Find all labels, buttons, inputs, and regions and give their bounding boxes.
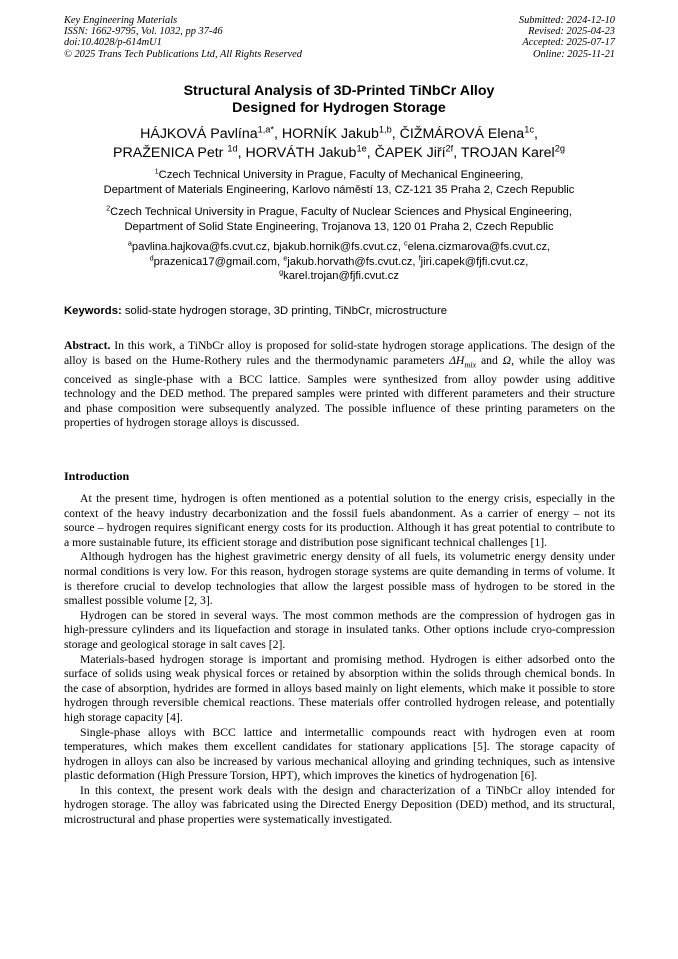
affiliation-text: Czech Technical University in Prague, Faculty of Mechanical Engineering, — [158, 169, 524, 181]
email-link[interactable]: pavlina.hajkova@fs.cvut.cz, — [131, 241, 274, 253]
keywords-label: Keywords: — [64, 305, 122, 317]
author-list — [0, 125, 678, 163]
abstract-text: In this work, a TiNbCr alloy is proposed for solid-state hydrogen storage applications. The design of the alloy is based on the Hume-Rothery rules and the thermodynamic parameters — [64, 339, 615, 367]
keywords-text: solid-state hydrogen storage, 3D printing, TiNbCr, microstructure — [121, 305, 448, 317]
submitted-date: Submitted: 2024-12-10 — [518, 15, 615, 26]
abstract-label: Abstract. — [64, 339, 111, 352]
delta-h-mix-symbol: ΔH — [449, 353, 465, 367]
author-name: HORNÍK Jakub — [281, 126, 379, 142]
author-affiliation-mark: 1d — [227, 143, 238, 154]
paragraph: Although hydrogen has the highest gravimetric energy density of all fuels, its volumetric energy density under normal conditions is very low. For this reason, hydrogen storage systems are quite demanding in terms of volume. It is therefore crucial to develop technologies that allow the largest possible mass of hydrogen to be stored in the smallest possible volume [2, 3]. — [64, 550, 615, 608]
author-affiliation-mark: 1e — [356, 143, 367, 154]
revised-date: Revised: 2025-04-23 — [528, 26, 615, 38]
email-mark: a — [127, 238, 132, 248]
article-doi: doi:10.4028/p-614mU1 — [64, 37, 162, 49]
introduction-body — [64, 492, 615, 828]
email-line-1 — [0, 240, 678, 255]
email-line-3 — [0, 269, 678, 284]
copyright-notice: © 2025 Trans Tech Publications Ltd, All Rights Reserved — [64, 48, 302, 60]
author-name: HÁJKOVÁ Pavlína — [140, 126, 258, 142]
abstract — [64, 339, 615, 431]
author-name: PRAŽENICA Petr — [113, 145, 228, 161]
author-separator: , — [366, 145, 375, 161]
publication-dates — [519, 15, 615, 60]
introduction-heading: Introduction — [64, 469, 130, 483]
author-affiliation-mark: 2g — [554, 143, 565, 154]
author-affiliation-mark: 1,a* — [257, 124, 275, 135]
paragraph: Single-phase alloys with BCC lattice and intermetallic compounds react with hydrogen even at room temperatures, which makes them excellent candidates for stationary applications [5]. The storage capacity of hydrogen in alloys can also be increased by various mechanical alloying and grinding techniques, such as intensive plastic deformation (High Pressure Torsion, HPT), which improves the kinetics of hydrogenation [6]. — [64, 725, 615, 783]
keywords — [64, 304, 614, 318]
affiliation-line — [0, 205, 678, 220]
author-affiliation-mark: 1,b — [378, 124, 392, 135]
email-mark: d — [149, 252, 154, 262]
affiliation-mark: 2 — [106, 203, 111, 213]
omega-symbol: Ω — [502, 353, 512, 367]
email-mark: c — [403, 238, 408, 248]
email-link[interactable]: elena.cizmarova@fs.cvut.cz, — [407, 241, 551, 253]
affiliation-text: Czech Technical University in Prague, Faculty of Nuclear Sciences and Physical Engineering, — [110, 206, 572, 218]
email-mark: f — [418, 252, 421, 262]
journal-name: Key Engineering Materials — [64, 15, 178, 26]
affiliation-line: Department of Materials Engineering, Karlovo náměstí 13, CZ-121 35 Praha 2, Czech Republic — [103, 184, 575, 196]
journal-info — [64, 15, 302, 60]
author-separator: , — [237, 145, 246, 161]
journal-issn: ISSN: 1662-9795, Vol. 1032, pp 37-46 — [64, 26, 223, 38]
author-affiliation-mark: 2f — [445, 143, 454, 154]
author-separator: , — [391, 126, 400, 142]
author-name: ČAPEK Jiří — [374, 145, 446, 161]
paper-title — [0, 83, 678, 117]
author-separator: , — [533, 126, 538, 142]
author-affiliation-mark: 1c — [524, 124, 534, 135]
author-name: TROJAN Karel — [460, 145, 555, 161]
title-line-1: Structural Analysis of 3D-Printed TiNbCr Alloy — [183, 83, 495, 99]
affiliation-mark: 1 — [154, 166, 159, 176]
paragraph: Hydrogen can be stored in several ways. The most common methods are the compression of hydrogen gas in high-pressure cylinders and its liquefaction and storage in insulated tanks. Other options include cryo-compression storage and geological storage in salt caves [2]. — [64, 608, 615, 651]
title-line-2: Designed for Hydrogen Storage — [232, 100, 446, 116]
affiliation-line — [0, 168, 678, 183]
abstract-text: , while the alloy was conceived as single-phase with a BCC lattice. Samples were synthesized from alloy powder using additive technology and the DED method. The prepared samples were printed with different parameters and their structure and phase composition were subsequently analyzed. The possible influence of these printing parameters on the properties of hydrogen storage alloys is discussed. — [64, 353, 615, 430]
affiliation-line: Department of Solid State Engineering, Trojanova 13, 120 01 Praha 2, Czech Republic — [124, 221, 554, 233]
email-link[interactable]: bjakub.hornik@fs.cvut.cz, — [273, 241, 404, 253]
accepted-date: Accepted: 2025-07-17 — [522, 37, 615, 49]
email-link[interactable]: jiri.capek@fjfi.cvut.cz, — [420, 255, 529, 268]
email-line-2 — [0, 252, 678, 270]
author-emails — [0, 240, 678, 284]
author-line-2 — [0, 144, 678, 163]
email-link[interactable]: karel.trojan@fjfi.cvut.cz — [283, 270, 399, 283]
affiliation-2 — [0, 205, 678, 235]
email-link[interactable]: jakub.horvath@fs.cvut.cz, — [287, 255, 419, 268]
email-mark: g — [279, 267, 284, 277]
email-link[interactable]: prazenica17@gmail.com, — [153, 255, 284, 268]
author-separator: , — [453, 145, 461, 161]
author-separator: , — [274, 126, 282, 142]
author-line-1 — [0, 125, 678, 144]
abstract-text: and — [476, 353, 503, 367]
author-name: ČIŽMÁROVÁ Elena — [399, 126, 525, 142]
affiliation-1 — [0, 168, 678, 198]
paragraph: At the present time, hydrogen is often mentioned as a potential solution to the energy crisis, especially in the context of the heavy industry decarbonization and the fossil fuels abandonment. As a carrier of energy – not its source – hydrogen requires significant energy costs for its production. Although it has great potential to contribute to a more sustainable future, its efficient storage and distribution pose significant technical challenges [1]. — [64, 492, 615, 549]
email-mark: e — [283, 252, 288, 262]
paragraph: In this context, the present work deals with the design and characterization of a TiNbCr alloy intended for hydrogen storage. The alloy was fabricated using the Directed Energy Deposition (DED) method, and its structural, microstructural and phase properties were systematically investigated. — [64, 783, 615, 827]
paragraph: Materials-based hydrogen storage is important and promising method. Hydrogen is either adsorbed onto the surface of solids using weak physical forces or retained by absorption within the solids through chemical bonds. In the case of absorption, hydrides are formed in alloys based mainly on light elements, which make it possible to store hydrogen through reversible chemical reactions. These materials offer controlled hydrogen release, and potentially high storage capacity [4]. — [64, 652, 615, 724]
online-date: Online: 2025-11-21 — [532, 48, 615, 60]
author-name: HORVÁTH Jakub — [245, 145, 357, 161]
delta-h-mix-subscript: mix — [464, 359, 477, 369]
